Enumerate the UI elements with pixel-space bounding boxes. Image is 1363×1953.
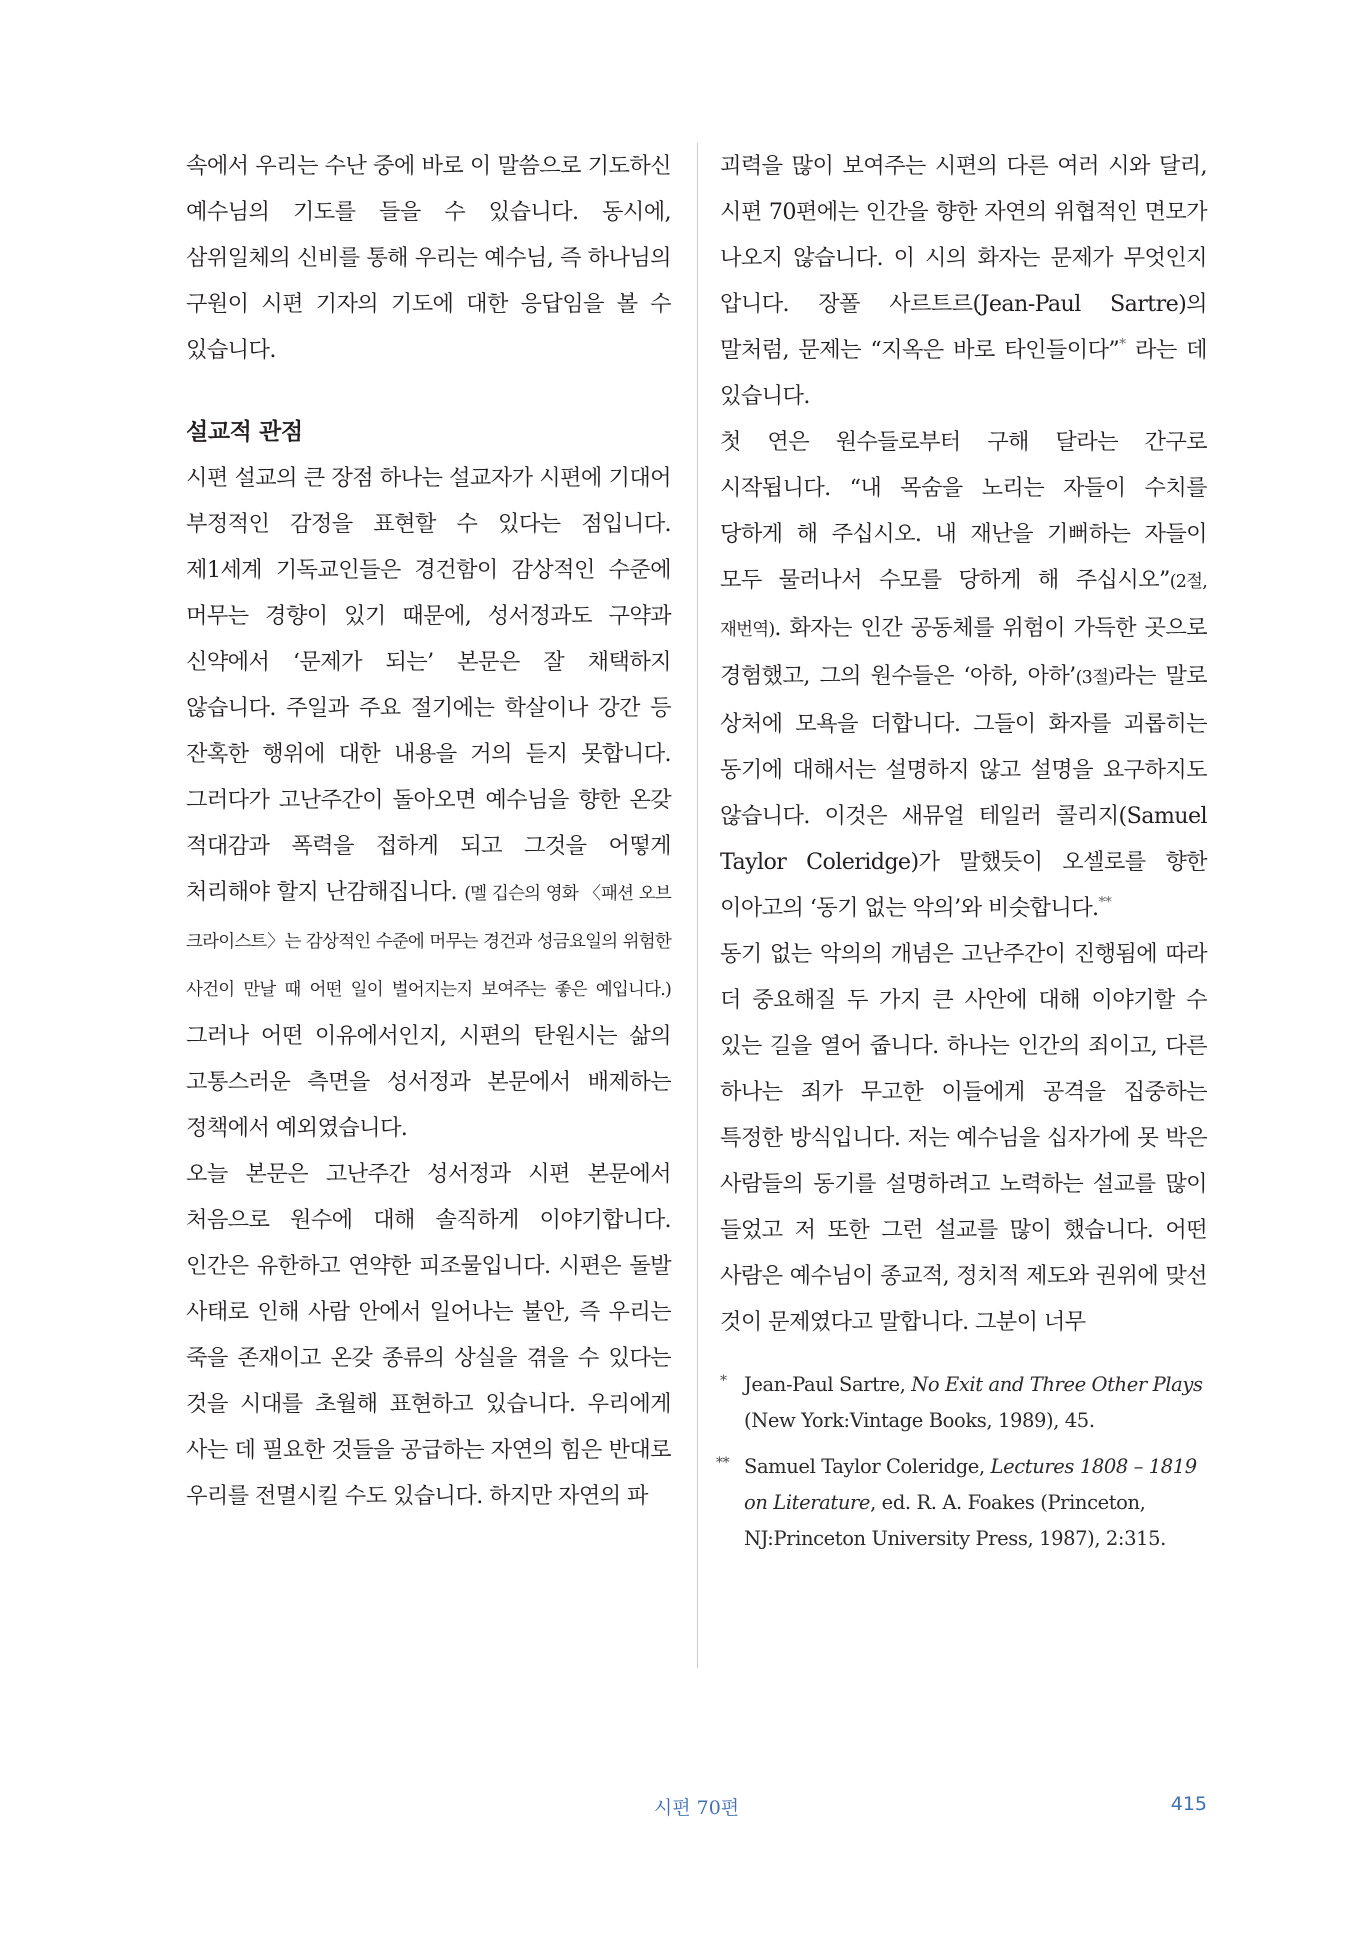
right-paragraph-1: [720, 143, 1207, 419]
right-paragraph-1-text: 괴력을 많이 보여주는 시편의 다른 여러 시와 달리, 시편 70편에는 인간을 향한 자연의 위협적인 면모가 나오지 않습니다. 이 시의 화자는 문제가 무엇인지 압니다. 장폴 사르트르(Jean-Paul Sartre)의 말처럼, 문제는 “지옥은 바로 타인들이다”: [720, 153, 1207, 363]
right-paragraph-2: [720, 419, 1207, 931]
footnote-1-rest: (New York:Vintage Books, 1989), 45.: [744, 1409, 1095, 1432]
footnote-1-author: Jean-Paul Sartre,: [744, 1373, 912, 1396]
right-paragraph-3: 동기 없는 악의의 개념은 고난주간이 진행됨에 따라 더 중요해질 두 가지 큰 사안에 대해 이야기할 수 있는 길을 열어 줍니다. 하나는 인간의 죄이고, 다른 하나는 죄가 무고한 이들에게 공격을 집중하는 특정한 방식입니다. 저는 예수님을 십자가에 못 박은 사람들의 동기를 설명하려고 노력하는 설교를 많이 들었고 저 또한 그런 설교를 많이 했습니다. 어떤 사람은 예수님이 종교적, 정치적 제도와 권위에 맞선 것이 문제였다고 말합니다. 그분이 너무: [720, 941, 1207, 1335]
left-paragraph-2: [186, 455, 671, 1151]
right-paragraph-2-b: . 화자는 인간 공동체를 위험이 가득한 곳으로 경험했고, 그의 원수들은 ‘아하, 아하’: [720, 615, 1207, 689]
footnote-1-title: No Exit and Three Other Plays: [911, 1373, 1203, 1396]
running-title: 시편 70편: [653, 1797, 740, 1819]
right-paragraph-1-end: 라는 데 있습니다.: [720, 337, 1207, 409]
right-paragraph-2-c: 라는 말로 상처에 모욕을 더합니다. 그들이 화자를 괴롭히는 동기에 대해서는 설명하지 않고 설명을 요구하지도 않습니다. 이것은 새뮤얼 테일러 콜리지(Samuel Taylor Coleridge)가 말했듯이 오셀로를 향한 이아고의 ‘동기 없는 악의’와 비슷합니다.: [720, 663, 1207, 921]
left-column: [186, 143, 671, 1519]
left-paragraph-2-main: 시편 설교의 큰 장점 하나는 설교자가 시편에 기대어 부정적인 감정을 표현할 수 있다는 점입니다. 제1세계 기독교인들은 경건함이 감상적인 수준에 머무는 경향이 있기 때문에, 성서정과도 구약과 신약에서 ‘문제가 되는’ 본문은 잘 채택하지 않습니다. 주일과 주요 절기에는 학살이나 강간 등 잔혹한 행위에 대한 내용을 거의 듣지 못합니다. 그러다가 고난주간이 돌아오면 예수님을 향한 온갖 적대감과 폭력을 접하게 되고 그것을 어떻게 처리해야 할지 난감해집니다.: [186, 465, 671, 905]
verse-ref-1: (2절, 재번역): [720, 572, 1207, 640]
footnote-2-title: Lectures 1808 – 1819 on Literature: [744, 1455, 1197, 1514]
footnote-2-author: Samuel Taylor Coleridge,: [744, 1455, 991, 1478]
right-column: [716, 143, 1207, 1567]
left-paragraph-2-end: 그러나 어떤 이유에서인지, 시편의 탄원시는 삶의 고통스러운 측면을 성서정과 본문에서 배제하는 정책에서 예외였습니다.: [186, 1023, 671, 1141]
footnote-1: [720, 1367, 1207, 1439]
verse-ref-2: (3절): [1075, 668, 1115, 688]
right-paragraph-2-a: 첫 연은 원수들로부터 구해 달라는 간구로 시작됩니다. “내 목숨을 노리는 자들이 수치를 당하게 해 주십시오. 내 재난을 기뻐하는 자들이 모두 물러나서 수모를 당하게 해 주십시오”: [720, 429, 1207, 593]
left-paragraph-3: 오늘 본문은 고난주간 성서정과 시편 본문에서 처음으로 원수에 대해 솔직하게 이야기합니다. 인간은 유한하고 연약한 피조물입니다. 시편은 돌발 사태로 인해 사람 안에서 일어나는 불안, 즉 우리는 죽을 존재이고 온갖 종류의 상실을 겪을 수 있다는 것을 시대를 초월해 표현하고 있습니다. 우리에게 사는 데 필요한 것들을 공급하는 자연의 힘은 반대로 우리를 전멸시킬 수도 있습니다. 하지만 자연의 파: [186, 1161, 671, 1509]
page-footer: [186, 1793, 1207, 1823]
footnote-2-mark: **: [716, 1455, 730, 1471]
left-paragraph-1: 속에서 우리는 수난 중에 바로 이 말씀으로 기도하신 예수님의 기도를 들을 수 있습니다. 동시에, 삼위일체의 신비를 통해 우리는 예수님, 즉 하나님의 구원이 시편 기자의 기도에 대한 응답임을 볼 수 있습니다.: [186, 153, 671, 363]
left-paragraph-2-aside: (멜 깁슨의 영화 〈패션 오브 크라이스트〉는 감상적인 수준에 머무는 경건과 성금요일의 위험한 사건이 만날 때 어떤 일이 벌어지는지 보여주는 좋은 예입니다.): [186, 884, 672, 1000]
footnote-ref-2[interactable]: **: [1098, 894, 1112, 911]
footnote-ref-1[interactable]: *: [1119, 336, 1126, 353]
footnote-1-mark: *: [720, 1373, 727, 1389]
footnote-2-rest: , ed. R. A. Foakes (Princeton, NJ:Princeton University Press, 1987), 2:315.: [744, 1491, 1166, 1550]
page-number: 415: [1170, 1793, 1207, 1815]
section-heading: 설교적 관점: [186, 419, 303, 445]
footnote-2: [716, 1449, 1207, 1557]
footnotes: [716, 1367, 1207, 1557]
column-divider: [697, 143, 698, 1668]
